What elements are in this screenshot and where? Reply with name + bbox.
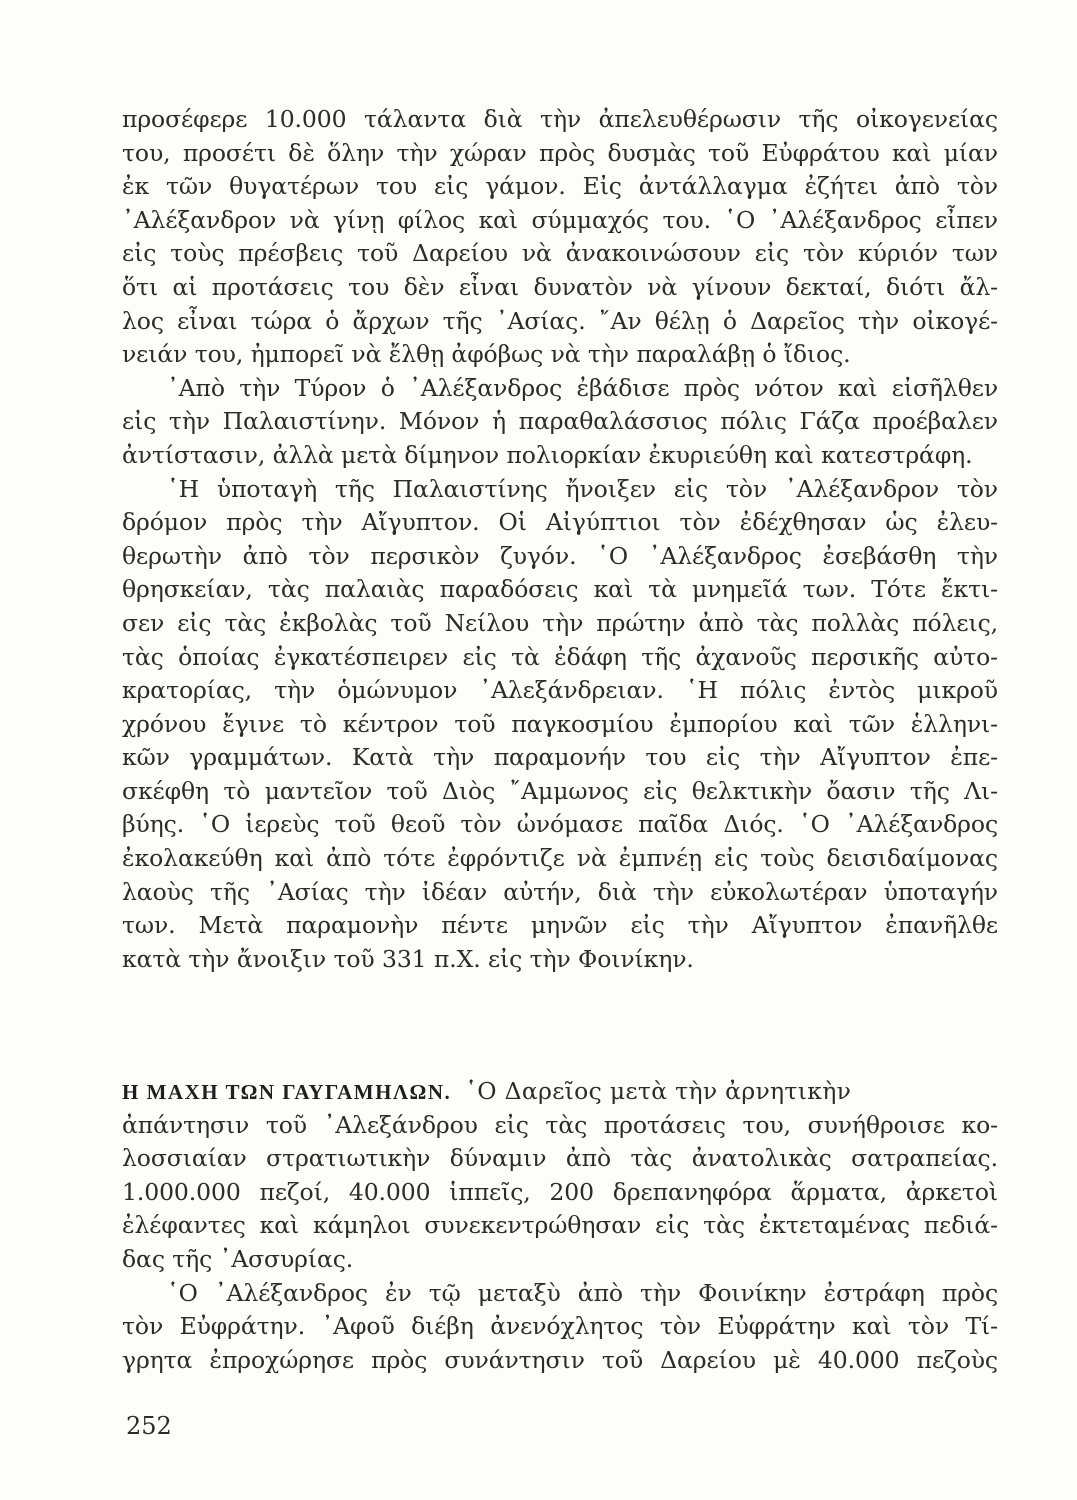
text-line: λοσσιαίαν στρατιωτικὴν δύναμιν ἀπὸ τὰς ἀνατολικὰς σατραπείας. [122, 1144, 998, 1173]
text-line: τὰς ὁποίας ἐγκατέσπειρεν εἰς τὰ ἐδάφη τῆς ἀχανοῦς περσικῆς αὐτο- [122, 642, 998, 671]
text-line: ἐλέφαντες καὶ κάμηλοι συνεκεντρώθησαν εἰς τὰς ἐκτεταμένας πεδιά- [122, 1211, 998, 1240]
text-line: ῾Η ὑποταγὴ τῆς Παλαιστίνης ἤνοιξεν εἰς τὸν ᾿Αλέξανδρον τὸν [167, 474, 998, 503]
text-line: ᾿Απὸ τὴν Τύρον ὁ ᾿Αλέξανδρος ἐβάδισε πρὸς νότον καὶ εἰσῆλθεν [167, 373, 998, 402]
text-line: ῾Ο ᾿Αλέξανδρος ἐν τῷ μεταξὺ ἀπὸ τὴν Φοινίκην ἐστράφη πρὸς [167, 1278, 998, 1307]
text-line: λαοὺς τῆς ᾿Ασίας τὴν ἰδέαν αὐτήν, διὰ τὴν εὐκολωτέραν ὑποταγήν [122, 877, 998, 906]
section-heading: Η ΜΑΧΗ ΤΩΝ ΓΑΥΓΑΜΗΛΩΝ. [122, 1080, 452, 1104]
text-line: εἰς τὴν Παλαιστίνην. Μόνον ἡ παραθαλάσσιος πόλις Γάζα προέβαλεν [122, 407, 998, 436]
text-line: κῶν γραμμάτων. Κατὰ τὴν παραμονήν του εἰς τὴν Αἴγυπτον ἐπε- [122, 743, 998, 772]
text-line: 1.000.000 πεζοί, 40.000 ἱππεῖς, 200 δρεπανηφόρα ἅρματα, ἀρκετοὶ [122, 1177, 998, 1206]
text-line: του, προσέτι δὲ ὅλην τὴν χώραν πρὸς δυσμὰς τοῦ Εὐφράτου καὶ μίαν [122, 138, 998, 167]
text-line: ἐκ τῶν θυγατέρων του εἰς γάμον. Εἰς ἀντάλλαγμα ἐζήτει ἀπὸ τὸν [122, 172, 998, 201]
text-line: γρητα ἐπροχώρησε πρὸς συνάντησιν τοῦ Δαρείου μὲ 40.000 πεζοὺς [122, 1345, 998, 1374]
text-line: θερωτὴν ἀπὸ τὸν περσικὸν ζυγόν. ῾Ο ᾿Αλέξανδρος ἐσεβάσθη τὴν [122, 541, 998, 570]
text-line: δας τῆς ᾿Ασσυρίας. [122, 1244, 354, 1273]
text-line: των. Μετὰ παραμονὴν πέντε μηνῶν εἰς τὴν Αἴγυπτον ἐπανῆλθε [122, 911, 998, 940]
text-line: κατὰ τὴν ἄνοιξιν τοῦ 331 π.Χ. εἰς τὴν Φοινίκην. [122, 944, 694, 973]
body-text-lower [122, 1075, 998, 1377]
text-line: λος εἶναι τώρα ὁ ἄρχων τῆς ᾿Ασίας. ῎Αν θέλῃ ὁ Δαρεῖος τὴν οἰκογέ- [122, 306, 998, 335]
text-line: ἀντίστασιν, ἀλλὰ μετὰ δίμηνον πολιορκίαν ἐκυριεύθη καὶ κατεστράφη. [122, 440, 973, 469]
text-line: ᾿Αλέξανδρον νὰ γίνῃ φίλος καὶ σύμμαχός του. ῾Ο ᾿Αλέξανδρος εἶπεν [122, 205, 998, 234]
section-heading-line [122, 1075, 998, 1109]
text-line: βύης. ῾Ο ἱερεὺς τοῦ θεοῦ τὸν ὠνόμασε παῖδα Διός. ῾Ο ᾿Αλέξανδρος [122, 810, 998, 839]
text-line: θρησκείαν, τὰς παλαιὰς παραδόσεις καὶ τὰ μνημεῖά των. Τότε ἔκτι- [122, 575, 998, 604]
text-line: ὅτι αἱ προτάσεις του δὲν εἶναι δυνατὸν νὰ γίνουν δεκταί, διότι ἄλ- [122, 272, 998, 301]
body-text-upper [122, 103, 998, 976]
text-line: ἀπάντησιν τοῦ ᾿Αλεξάνδρου εἰς τὰς προτάσεις του, συνήθροισε κο- [122, 1110, 998, 1139]
text-line: προσέφερε 10.000 τάλαντα διὰ τὴν ἀπελευθέρωσιν τῆς οἰκογενείας [122, 105, 998, 133]
text-line: ἐκολακεύθη καὶ ἀπὸ τότε ἐφρόντιζε νὰ ἐμπνέῃ εἰς τοὺς δεισιδαίμονας [122, 844, 998, 873]
text-line: ῾Ο Δαρεῖος μετὰ τὴν ἀρνητικὴν [465, 1077, 852, 1105]
text-line: δρόμον πρὸς τὴν Αἴγυπτον. Οἱ Αἰγύπτιοι τὸν ἐδέχθησαν ὡς ἐλευ- [122, 508, 998, 537]
text-line: εἰς τοὺς πρέσβεις τοῦ Δαρείου νὰ ἀνακοινώσουν εἰς τὸν κύριόν των [122, 239, 998, 268]
text-line: χρόνου ἔγινε τὸ κέντρον τοῦ παγκοσμίου ἐμπορίου καὶ τῶν ἑλληνι- [122, 709, 998, 738]
text-line: σεν εἰς τὰς ἐκβολὰς τοῦ Νείλου τὴν πρώτην ἀπὸ τὰς πολλὰς πόλεις, [122, 608, 998, 637]
text-line: τὸν Εὐφράτην. ᾿Αφοῦ διέβη ἀνενόχλητος τὸν Εὐφράτην καὶ τὸν Τί- [122, 1312, 998, 1341]
text-line: νειάν του, ἠμπορεῖ νὰ ἔλθῃ ἀφόβως νὰ τὴν παραλάβῃ ὁ ἴδιος. [122, 340, 851, 369]
text-line: κρατορίας, τὴν ὁμώνυμον ᾿Αλεξάνδρειαν. ῾Η πόλις ἐντὸς μικροῦ [122, 676, 998, 705]
text-line: σκέφθη τὸ μαντεῖον τοῦ Διὸς ῎Αμμωνος εἰς θελκτικὴν ὄασιν τῆς Λι- [122, 776, 998, 805]
page-number: 252 [126, 1412, 172, 1440]
